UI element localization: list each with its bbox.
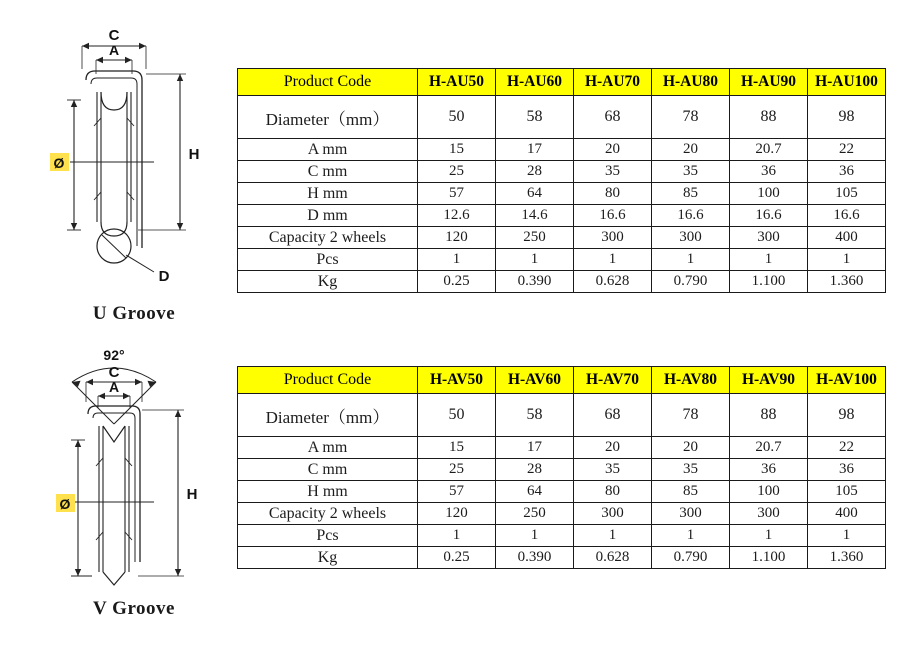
row-label: Capacity 2 wheels [238, 227, 418, 249]
table-cell: 0.390 [496, 547, 574, 569]
u-dim-d-label: D [158, 268, 170, 285]
table-cell: 68 [574, 394, 652, 437]
header-product-code: Product Code [238, 69, 418, 96]
table-cell: 85 [652, 183, 730, 205]
table-cell: 36 [808, 161, 886, 183]
table-row [238, 437, 886, 459]
table-row [238, 271, 886, 293]
table-cell: 58 [496, 96, 574, 139]
v-dim-h-label: H [186, 486, 198, 503]
row-label: C mm [238, 161, 418, 183]
table-row [238, 481, 886, 503]
table-cell: 58 [496, 394, 574, 437]
table-cell: 35 [652, 459, 730, 481]
table-cell: 120 [418, 227, 496, 249]
table-cell: 105 [808, 183, 886, 205]
table-cell: 16.6 [574, 205, 652, 227]
row-label: Capacity 2 wheels [238, 503, 418, 525]
column-header: H-AU70 [574, 69, 652, 96]
table-cell: 0.628 [574, 547, 652, 569]
table-row [238, 96, 886, 139]
table-row [238, 525, 886, 547]
table-cell: 1 [418, 525, 496, 547]
table-cell: 20 [652, 139, 730, 161]
column-header: H-AV80 [652, 367, 730, 394]
table-cell: 1 [496, 249, 574, 271]
column-header: H-AV90 [730, 367, 808, 394]
table-cell: 57 [418, 481, 496, 503]
table-cell: 250 [496, 227, 574, 249]
table-cell: 20 [574, 139, 652, 161]
table-cell: 20 [574, 437, 652, 459]
table-cell: 64 [496, 183, 574, 205]
table-cell: 80 [574, 481, 652, 503]
header-product-code: Product Code [238, 367, 418, 394]
row-label: Diameter（mm） [238, 394, 418, 437]
table-cell: 88 [730, 394, 808, 437]
table-cell: 250 [496, 503, 574, 525]
row-label: Pcs [238, 525, 418, 547]
table-cell: 300 [574, 503, 652, 525]
u-groove-spec-table [237, 68, 886, 293]
v-dim-a-label: A [108, 379, 120, 395]
table-row [238, 547, 886, 569]
table-cell: 1 [418, 249, 496, 271]
table-cell: 36 [730, 459, 808, 481]
table-cell: 0.390 [496, 271, 574, 293]
v-angle-label: 92° [103, 347, 125, 363]
column-header: H-AU50 [418, 69, 496, 96]
table-cell: 22 [808, 139, 886, 161]
table-row [238, 205, 886, 227]
u-diameter-symbol: Ø [53, 155, 65, 171]
row-label: C mm [238, 459, 418, 481]
u-groove-svg [34, 22, 234, 297]
v-groove-caption: V Groove [93, 598, 175, 619]
column-header: H-AU90 [730, 69, 808, 96]
table-cell: 1.100 [730, 547, 808, 569]
row-label: A mm [238, 139, 418, 161]
table-cell: 25 [418, 161, 496, 183]
table-cell: 16.6 [730, 205, 808, 227]
table-row [238, 249, 886, 271]
row-label: H mm [238, 481, 418, 503]
table-cell: 80 [574, 183, 652, 205]
table-header-row [238, 69, 886, 96]
table-cell: 0.25 [418, 271, 496, 293]
table-cell: 1.360 [808, 271, 886, 293]
figure-u-groove [34, 22, 234, 325]
table-header-row [238, 367, 886, 394]
table-cell: 1.360 [808, 547, 886, 569]
column-header: H-AU80 [652, 69, 730, 96]
table-row [238, 161, 886, 183]
table-row [238, 503, 886, 525]
table-cell: 1 [652, 249, 730, 271]
table-cell: 98 [808, 394, 886, 437]
table-cell: 88 [730, 96, 808, 139]
u-groove-caption: U Groove [92, 303, 176, 324]
table-cell: 0.790 [652, 271, 730, 293]
table-cell: 1 [808, 525, 886, 547]
table-cell: 15 [418, 437, 496, 459]
column-header: H-AV50 [418, 367, 496, 394]
table-cell: 50 [418, 96, 496, 139]
table-cell: 36 [730, 161, 808, 183]
table-cell: 20.7 [730, 139, 808, 161]
u-dim-a-label: A [108, 42, 120, 58]
table-cell: 98 [808, 96, 886, 139]
table-cell: 35 [652, 161, 730, 183]
table-cell: 400 [808, 227, 886, 249]
table-cell: 35 [574, 459, 652, 481]
table-cell: 1.100 [730, 271, 808, 293]
table-cell: 57 [418, 183, 496, 205]
u-dim-h-label: H [188, 146, 200, 163]
table-cell: 1 [730, 249, 808, 271]
figure-v-groove [34, 344, 234, 620]
table-cell: 1 [808, 249, 886, 271]
table-cell: 64 [496, 481, 574, 503]
table-row [238, 394, 886, 437]
table-cell: 68 [574, 96, 652, 139]
row-label: A mm [238, 437, 418, 459]
table-cell: 85 [652, 481, 730, 503]
table-row [238, 139, 886, 161]
table-cell: 100 [730, 183, 808, 205]
table-row [238, 227, 886, 249]
table-cell: 20 [652, 437, 730, 459]
table-cell: 0.790 [652, 547, 730, 569]
table-cell: 0.628 [574, 271, 652, 293]
v-diameter-symbol: Ø [59, 496, 71, 512]
table-cell: 400 [808, 503, 886, 525]
table-cell: 36 [808, 459, 886, 481]
table-cell: 300 [652, 503, 730, 525]
column-header: H-AV70 [574, 367, 652, 394]
row-label: D mm [238, 205, 418, 227]
table-cell: 28 [496, 161, 574, 183]
column-header: H-AV100 [808, 367, 886, 394]
table-cell: 1 [496, 525, 574, 547]
table-cell: 17 [496, 139, 574, 161]
table-cell: 28 [496, 459, 574, 481]
table-cell: 15 [418, 139, 496, 161]
table-cell: 16.6 [652, 205, 730, 227]
table-cell: 1 [652, 525, 730, 547]
table-row [238, 183, 886, 205]
row-label: Kg [238, 547, 418, 569]
v-groove-drawing [34, 344, 234, 592]
table-cell: 300 [730, 227, 808, 249]
table-cell: 25 [418, 459, 496, 481]
column-header: H-AV60 [496, 367, 574, 394]
table-cell: 17 [496, 437, 574, 459]
u-groove-drawing [34, 22, 234, 297]
u-dim-c-label: C [108, 27, 120, 44]
table-cell: 300 [652, 227, 730, 249]
table-cell: 78 [652, 96, 730, 139]
column-header: H-AU100 [808, 69, 886, 96]
table-cell: 120 [418, 503, 496, 525]
table-cell: 1 [730, 525, 808, 547]
row-label: Diameter（mm） [238, 96, 418, 139]
table-cell: 105 [808, 481, 886, 503]
table-cell: 20.7 [730, 437, 808, 459]
table-cell: 1 [574, 249, 652, 271]
table-cell: 14.6 [496, 205, 574, 227]
table-cell: 35 [574, 161, 652, 183]
v-dim-c-label: C [108, 364, 120, 381]
table-cell: 78 [652, 394, 730, 437]
v-groove-spec-table [237, 366, 886, 569]
row-label: Pcs [238, 249, 418, 271]
row-label: H mm [238, 183, 418, 205]
v-groove-svg [34, 344, 234, 592]
table-cell: 22 [808, 437, 886, 459]
table-cell: 300 [574, 227, 652, 249]
table-cell: 1 [574, 525, 652, 547]
table-cell: 50 [418, 394, 496, 437]
column-header: H-AU60 [496, 69, 574, 96]
table-cell: 100 [730, 481, 808, 503]
table-row [238, 459, 886, 481]
table-cell: 0.25 [418, 547, 496, 569]
table-cell: 12.6 [418, 205, 496, 227]
table-cell: 16.6 [808, 205, 886, 227]
row-label: Kg [238, 271, 418, 293]
table-cell: 300 [730, 503, 808, 525]
